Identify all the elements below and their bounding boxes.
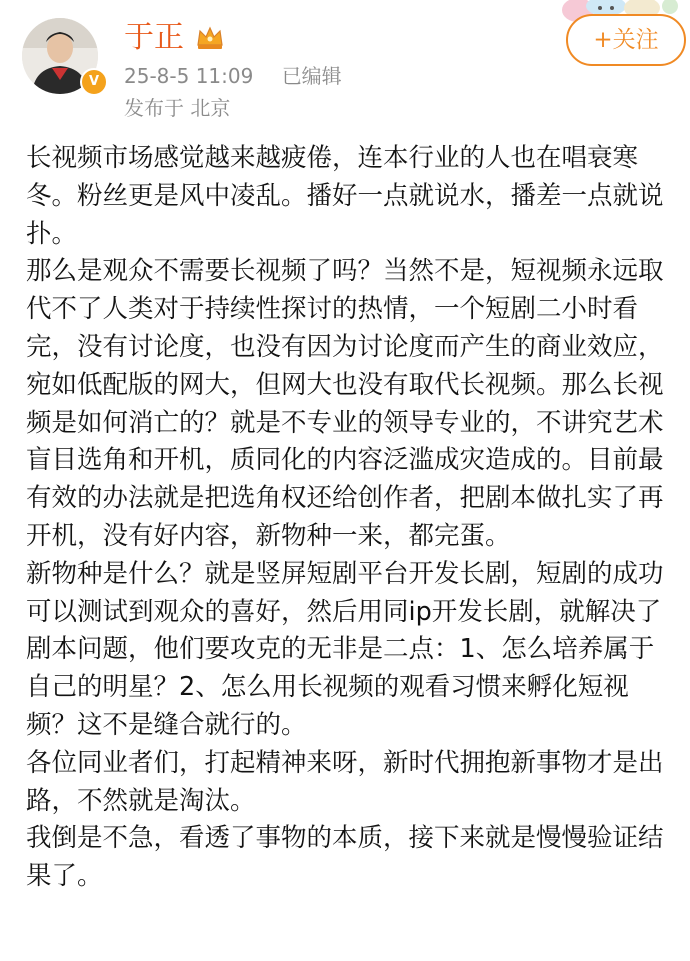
author-name[interactable]: 于正	[124, 20, 184, 55]
post-paragraph: 我倒是不急，看透了事物的本质，接下来就是慢慢验证结果了。	[26, 823, 664, 892]
post-body	[26, 140, 676, 896]
post-paragraph: 新物种是什么？就是竖屏短剧平台开发长剧，短剧的成功可以测试到观众的喜好，然后用同ip开发长剧，就解决了剧本问题，他们要攻克的无非是二点：1、怎么培养属于自己的明星？2、怎么用长视频的观看习惯来孵化短视频？这不是缝合就行的。	[26, 558, 664, 740]
post-meta	[124, 62, 342, 90]
crown-icon	[195, 23, 225, 53]
post-paragraph: 那么是观众不需要长视频了吗？当然不是，短视频永远取代不了人类对于持续性探讨的热情，一个短剧二小时看完，没有讨论度，也没有因为讨论度而产生的商业效应，宛如低配版的网大，但网大也没有取代长视频。那么长视频是如何消亡的？就是不专业的领导专业的，不讲究艺术盲目选角和开机，质同化的内容泛滥成灾造成的。目前最有效的办法就是把选角权还给创作者，把剧本做扎实了再开机，没有好内容，新物种一来，都完蛋。	[26, 256, 664, 551]
edited-label[interactable]: 已编辑	[281, 64, 342, 88]
verified-badge-icon: V	[80, 68, 108, 96]
post-location: 发布于 北京	[124, 96, 231, 120]
post-timestamp: 25-8-5 11:09	[124, 64, 254, 88]
post-paragraph: 各位同业者们，打起精神来呀，新时代拥抱新事物才是出路，不然就是淘汰。	[26, 747, 664, 816]
author-name-row	[124, 18, 225, 58]
follow-button[interactable]: +关注	[566, 14, 686, 66]
post-paragraph: 长视频市场感觉越来越疲倦，连本行业的人也在唱衰寒冬。粉丝更是风中凌乱。播好一点就说水，播差一点就说扑。	[26, 143, 664, 249]
post-header	[0, 0, 690, 130]
